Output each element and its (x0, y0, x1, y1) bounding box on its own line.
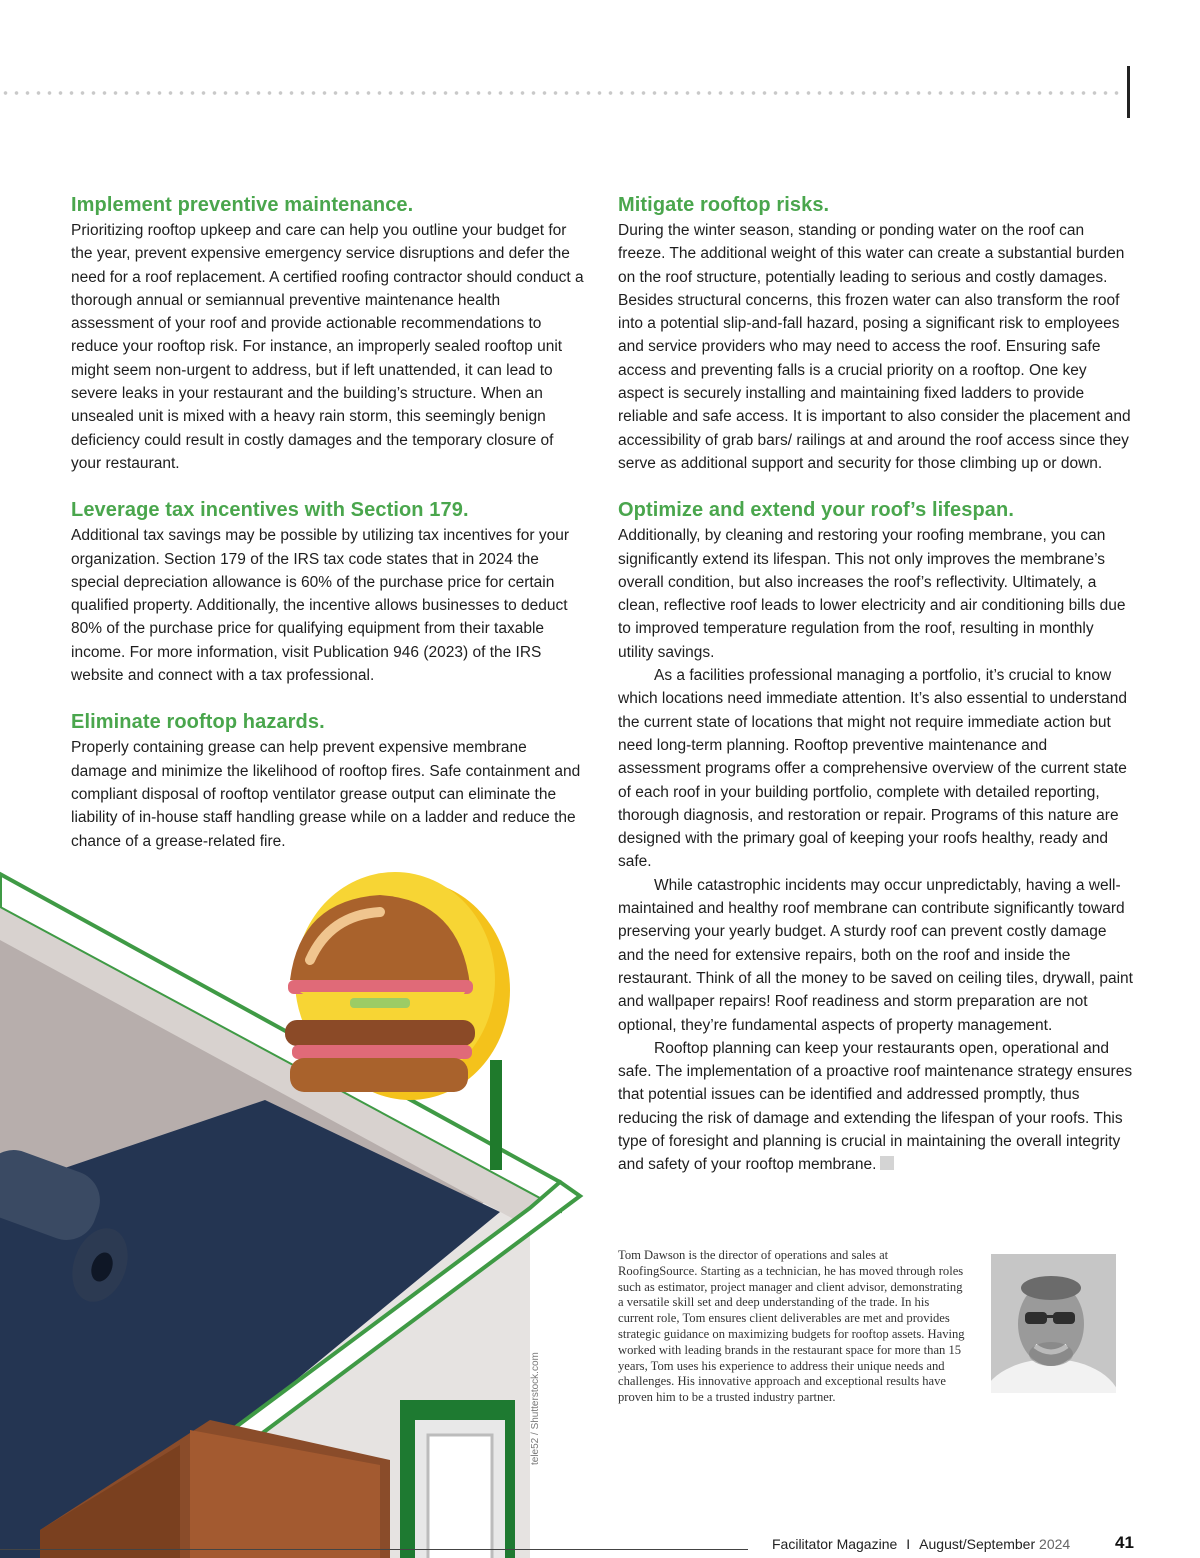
section-body: As a facilities professional managing a portfolio, it’s crucial to know which locations need immediate attention. It’s also essential to understand the current state of locations that might not require immediate action but need long-term planning. Rooftop preventive maintenance and assessment programs offer a comprehensive overview of the current state of each roof in your building portfolio, complete with detailed reporting, thorough diagnosis, and restoration or repair. Programs of this nature are designed with the primary goal of keeping your roofs healthy, ready and safe. (618, 667, 1127, 871)
issue-year: 2024 (1039, 1536, 1071, 1552)
page-number: 41 (1115, 1533, 1134, 1552)
magazine-name: Facilitator Magazine (772, 1536, 898, 1552)
section-heading: Optimize and extend your roof’s lifespan. (618, 499, 1015, 522)
section-body: During the winter season, standing or ponding water on the roof can freeze. The additional weight of this water can create a substantial burden on the roof structure, potentially leading to serious and costly damages. Besides structural concerns, this frozen water can also transform the roof into a potential slip-and-fall hazard, posing a significant risk to employees and service providers who may need to access the roof. Ensuring safe access and preventing falls is a crucial priority on a rooftop. One key aspect is securely installing and maintaining fixed ladders to provide reliable and safe access. It is important to also consider the placement and accessibility of grab bars/ railings at and around the roof access since they serve as additional support and security for those climbing up or down. (618, 222, 1131, 472)
final-paragraph-text: Rooftop planning can keep your restaurants open, operational and safe. The implementation of a proactive roof maintenance strategy ensures that potential issues can be identified and addressed promptly, thus reducing the risk of damage and extending the lifespan of your roofs. This type of foresight and planning is crucial in maintaining the overall integrity and safety of your rooftop membrane. (618, 1039, 1133, 1174)
image-credit: tele52 / Shutterstock.com (530, 1352, 541, 1465)
restaurant-roof-illustration (0, 860, 760, 1558)
dotted-rule (0, 90, 1120, 96)
section-body: Prioritizing rooftop upkeep and care can help you outline your budget for the year, prevent expensive emergency service disruptions and defer the need for a roof replacement. A certified roofing contractor should conduct a thorough annual or semiannual preventive maintenance health assessment of your roof and provide actionable recommendations to reduce your rooftop risk. For instance, an improperly sealed rooftop unit might seem non-urgent to address, but if left unattended, it can lead to severe leaks in your restaurant and the building’s structure. When an unsealed unit is mixed with a heavy rain storm, this seemingly benign deficiency could result in costly damages and the temporary closure of your restaurant. (71, 222, 584, 472)
footer-separator: I (906, 1536, 911, 1552)
footer-rule (0, 1549, 748, 1550)
header-bar (1127, 66, 1130, 118)
footer (772, 1536, 1070, 1552)
section-heading: Implement preventive maintenance. (71, 194, 414, 216)
left-column (71, 192, 586, 853)
section-body: Additionally, by cleaning and restoring your roofing membrane, you can significantly extend its lifespan. This not only improves the membrane’s overall condition, but also increases the roof’s reflectivity. Ultimately, a clean, reflective roof leads to lower electricity and air conditioning bills due to improved temperature regulation from the roof, resulting in monthly utility savings. (618, 527, 1126, 661)
end-mark (880, 1156, 894, 1170)
author-portrait-image (991, 1254, 1116, 1393)
author-photo (991, 1254, 1116, 1393)
issue-date: August/September (919, 1536, 1036, 1552)
author-bio: Tom Dawson is the director of operations and sales at RoofingSource. Starting as a technician, he has moved through roles such as estimator, project manager and client advisor, demonstrating a versatile skill set and deep understanding of the trade. In his current role, Tom ensures client deliverables are met and provides strategic guidance on maximizing budgets for rooftop assets. Having worked with leading brands in the restaurant space for more than 15 years, Tom uses his experience to address their unique needs and challenges. His innovative approach and exceptional results have proven him to be a trusted industry partner. (618, 1248, 965, 1405)
section-heading: Leverage tax incentives with Section 179. (71, 499, 469, 522)
section-heading: Mitigate rooftop risks. (618, 194, 830, 216)
section-heading: Eliminate rooftop hazards. (71, 711, 325, 734)
section-body: While catastrophic incidents may occur unpredictably, having a well-maintained and healthy roof membrane can contribute significantly toward preserving your yearly budget. A sturdy roof can prevent costly damage and the need for extensive repairs, both on the roof and inside the restaurant. Think of all the money to be saved on ceiling tiles, drywall, paint and wallpaper repairs! Roof readiness and storm preparation are not optional, they’re fundamental aspects of property management. (618, 876, 1133, 1034)
section-body: Properly containing grease can help prevent expensive membrane damage and minimize the likelihood of rooftop fires. Safe containment and compliant disposal of rooftop ventilator grease output can eliminate the liability of in-house staff handling grease while on a ladder and reduce the chance of a grease-related fire. (71, 739, 581, 850)
section-body: Additional tax savings may be possible by utilizing tax incentives for your organization. Section 179 of the IRS tax code states that in 2024 the special depreciation allowance is 60% of the purchase price for certain qualified property. Additionally, the incentive allows businesses to deduct 80% of the purchase price for qualifying equipment from their taxable income. For more information, visit Publication 946 (2023) of the IRS website and connect with a tax professional. (71, 527, 569, 685)
